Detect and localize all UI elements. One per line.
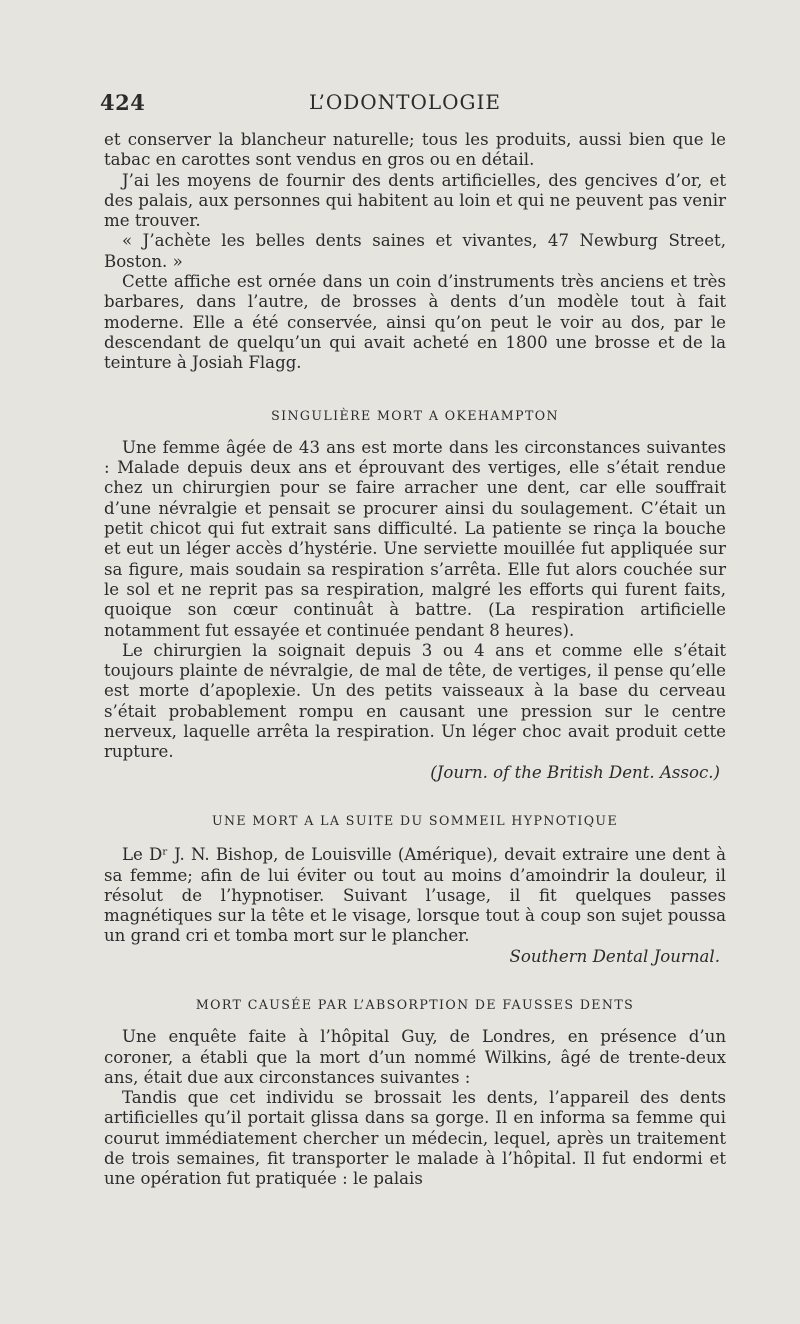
section1-paragraph-1: Une femme âgée de 43 ans est morte dans les circonstances suivantes : Malade depuis deux ans et éprouvant des vertiges, elle s’était rendue chez un chirurgien pour se faire arracher une dent, car elle souffrait d’une névralgie et pensait se procurer ainsi du soulagement. C’était un petit chicot qui fut extrait sans difficulté. La patiente se rinça la bouche et eut un léger accès d’hystérie. Une serviette mouillée fut appliquée sur sa figure, mais soudain sa respiration s’arrêta. Elle fut alors couchée sur le sol et ne reprit pas sa respiration, malgré les efforts qui furent faits, quoique son cœur continuât à battre. (La respiration artificielle notamment fut essayée et continuée pendant 8 heures). [104, 437, 726, 640]
section2-source: Southern Dental Journal. [509, 946, 720, 966]
intro-paragraph-3: « J’achète les belles dents saines et vivantes, 47 Newburg Street, Boston. » [104, 231, 726, 271]
section3-paragraph-1: Une enquête faite à l’hôpital Guy, de Londres, en présence d’un coroner, a établi que la mort d’un nommé Wilkins, âgé de trente-deux ans, était due aux circonstances suivantes : [104, 1027, 726, 1087]
section1-paragraph-2: Le chirurgien la soignait depuis 3 ou 4 ans et comme elle s’était toujours plainte de névralgie, de mal de tête, de vertiges, il pense qu’elle est morte d’apoplexie. Un des petits vaisseaux à la base du cerveau s’était probablement rompu en causant une pression sur le centre nerveux, laquelle arrêta la respiration. Un léger choc avait produit cette rupture. [104, 640, 726, 762]
intro-paragraph-4: Cette affiche est ornée dans un coin d’instruments très anciens et très barbares, dans l’autre, de brosses à dents d’un modèle tout à fait moderne. Elle a été conservée, ainsi qu’on peut le voir au dos, par le descendant de quelqu’un qui avait acheté en 1800 une brosse et de la teinture à Josiah Flagg. [104, 272, 726, 373]
running-title: L’ODONTOLOGIE [308, 90, 502, 114]
section-heading-okehampton: SINGULIÈRE MORT A OKEHAMPTON [271, 407, 559, 423]
section2-paragraph-1: Le Dʳ J. N. Bishop, de Louisville (Amérique), devait extraire une dent à sa femme; afin de lui éviter ou tout au moins d’amoindrir la douleur, il résolut de l’hypnotiser. Suivant l’usage, il fit quelques passes magnétiques sur la tête et le visage, lorsque tout à coup son sujet poussa un grand cri et tomba mort sur le plancher. [104, 845, 726, 946]
page-body [104, 130, 726, 1190]
section-heading-hypnotic: UNE MORT A LA SUITE DU SOMMEIL HYPNOTIQUE [211, 812, 619, 828]
intro-paragraph-2: J’ai les moyens de fournir des dents artificielles, des gencives d’or, et des palais, aux personnes qui habitent au loin et qui ne peuvent pas venir me trouver. [104, 170, 726, 231]
section3-paragraph-2: Tandis que cet individu se brossait les dents, l’appareil des dents artificielles qu’il portait glissa dans sa gorge. Il en informa sa femme qui courut immédiatement chercher un médecin, lequel, après un traitement de trois semaines, fit transporter le malade à l’hôpital. Il fut endormi et une opération fut pratiquée : le palais [104, 1088, 726, 1189]
section1-source: (Journ. of the British Dent. Assoc.) [430, 762, 720, 782]
page-header [100, 90, 710, 120]
page-number: 424 [100, 90, 146, 115]
section-heading-false-teeth: MORT CAUSÉE PAR L’ABSORPTION DE FAUSSES DENTS [195, 996, 635, 1012]
intro-paragraph-1: et conserver la blancheur naturelle; tous les produits, aussi bien que le tabac en carottes sont vendus en gros ou en détail. [104, 130, 726, 170]
